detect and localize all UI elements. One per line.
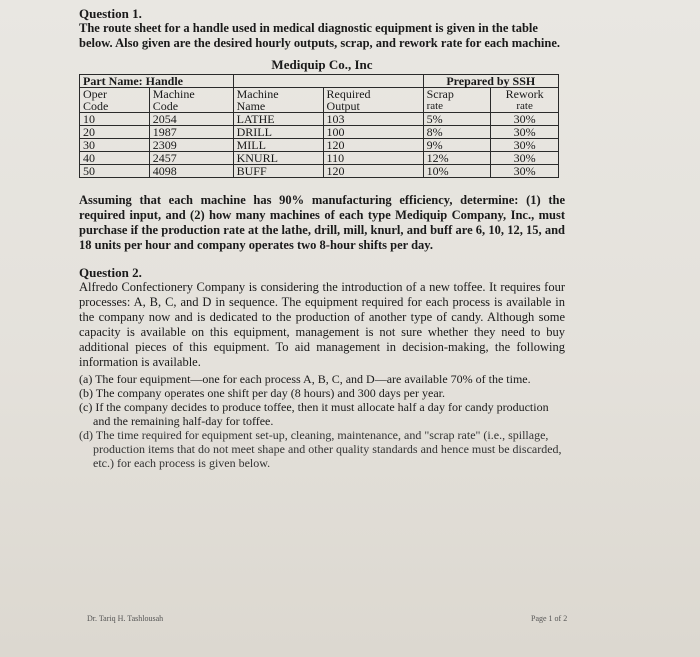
scrap-rate: 8%: [423, 126, 491, 139]
required-output: 103: [323, 113, 423, 126]
q2-title: Question 2.: [79, 265, 142, 280]
rework-rate: 30%: [491, 126, 559, 139]
header-required-output-2: Output: [323, 100, 423, 113]
header-machine-code-2: Code: [149, 100, 233, 113]
machine-name: BUFF: [233, 165, 323, 178]
q2-list: [79, 372, 565, 470]
part-name-cell: Part Name: Handle: [80, 75, 234, 88]
machine-name: MILL: [233, 139, 323, 152]
route-sheet-table: [79, 74, 559, 178]
q2-item-c: (c) If the company decides to produce toffee, then it must allocate half a day for candy production and the remaining half-day for toffee.: [79, 400, 549, 428]
header-machine-code: Machine: [149, 88, 233, 101]
document-content: [79, 6, 565, 470]
required-output: 110: [323, 152, 423, 165]
oper-code: 30: [80, 139, 150, 152]
blank-header-cell: [233, 75, 423, 88]
header-machine-name: Machine: [233, 88, 323, 101]
machine-code: 2309: [149, 139, 233, 152]
table-row: [80, 152, 559, 165]
machine-code: 2457: [149, 152, 233, 165]
scrap-rate: 5%: [423, 113, 491, 126]
header-oper-2: Code: [80, 100, 150, 113]
rework-rate: 30%: [491, 165, 559, 178]
q2-item-d: (d) The time required for equipment set-up, cleaning, maintenance, and "scrap rate" (i.e., spillage, production items that do not meet shape and other quality standards and hence must be discarded, etc.) for each process is given below.: [79, 428, 562, 470]
required-output: 120: [323, 165, 423, 178]
rework-rate: 30%: [491, 113, 559, 126]
table-row: [80, 126, 559, 139]
required-output: 100: [323, 126, 423, 139]
machine-name: KNURL: [233, 152, 323, 165]
machine-name: DRILL: [233, 126, 323, 139]
table-top-row: [80, 75, 559, 88]
scrap-rate: 12%: [423, 152, 491, 165]
machine-code: 1987: [149, 126, 233, 139]
scrap-rate: 9%: [423, 139, 491, 152]
header-scrap-2: rate: [423, 100, 491, 113]
oper-code: 10: [80, 113, 150, 126]
header-rework: Rework: [491, 88, 559, 101]
header-rework-2: rate: [491, 100, 559, 113]
rework-rate: 30%: [491, 139, 559, 152]
header-row-1: [80, 88, 559, 101]
rework-rate: 30%: [491, 152, 559, 165]
footer-author: Dr. Tariq H. Tashlousah: [87, 614, 164, 623]
oper-code: 40: [80, 152, 150, 165]
header-required-output: Required: [323, 88, 423, 101]
header-machine-name-2: Name: [233, 100, 323, 113]
company-name: Mediquip Co., Inc: [271, 57, 373, 72]
oper-code: 20: [80, 126, 150, 139]
machine-code: 4098: [149, 165, 233, 178]
q1-title: Question 1.: [79, 6, 142, 21]
table-row: [80, 165, 559, 178]
q1-body: Assuming that each machine has 90% manufacturing efficiency, determine: (1) the required input, and (2) how many machines of each type Mediquip Company, Inc., must purchase if the production rate at the lathe, drill, mill, knurl, and buff are 6, 10, 12, 15, and 18 units per hour and company operates two 8-hour shifts per day.: [79, 193, 565, 252]
footer-page-number: Page 1 of 2: [531, 614, 568, 623]
oper-code: 50: [80, 165, 150, 178]
prepared-by-cell: Prepared by SSH: [423, 75, 558, 88]
q1-intro: The route sheet for a handle used in medical diagnostic equipment is given in the table below. Also given are the desired hourly outputs, scrap, and rework rate for each machine.: [79, 21, 561, 50]
header-scrap: Scrap: [423, 88, 491, 101]
machine-code: 2054: [149, 113, 233, 126]
q2-item-b: (b) The company operates one shift per day (8 hours) and 300 days per year.: [79, 386, 445, 400]
header-row-2: [80, 100, 559, 113]
table-row: [80, 113, 559, 126]
table-row: [80, 139, 559, 152]
machine-name: LATHE: [233, 113, 323, 126]
q2-item-a: (a) The four equipment—one for each process A, B, C, and D—are available 70% of the time.: [79, 372, 531, 386]
scrap-rate: 10%: [423, 165, 491, 178]
header-oper: Oper: [80, 88, 150, 101]
q2-body: Alfredo Confectionery Company is considering the introduction of a new toffee. It requires four processes: A, B, C, and D in sequence. The equipment required for each process is available in the company now and is dedicated to the production of another type of candy. Although some capacity is available on this equipment, management is not sure whether they need to buy additional pieces of this equipment. To aid management in decision-making, the following information is available.: [79, 280, 565, 369]
q2-body-block: [79, 280, 565, 370]
required-output: 120: [323, 139, 423, 152]
